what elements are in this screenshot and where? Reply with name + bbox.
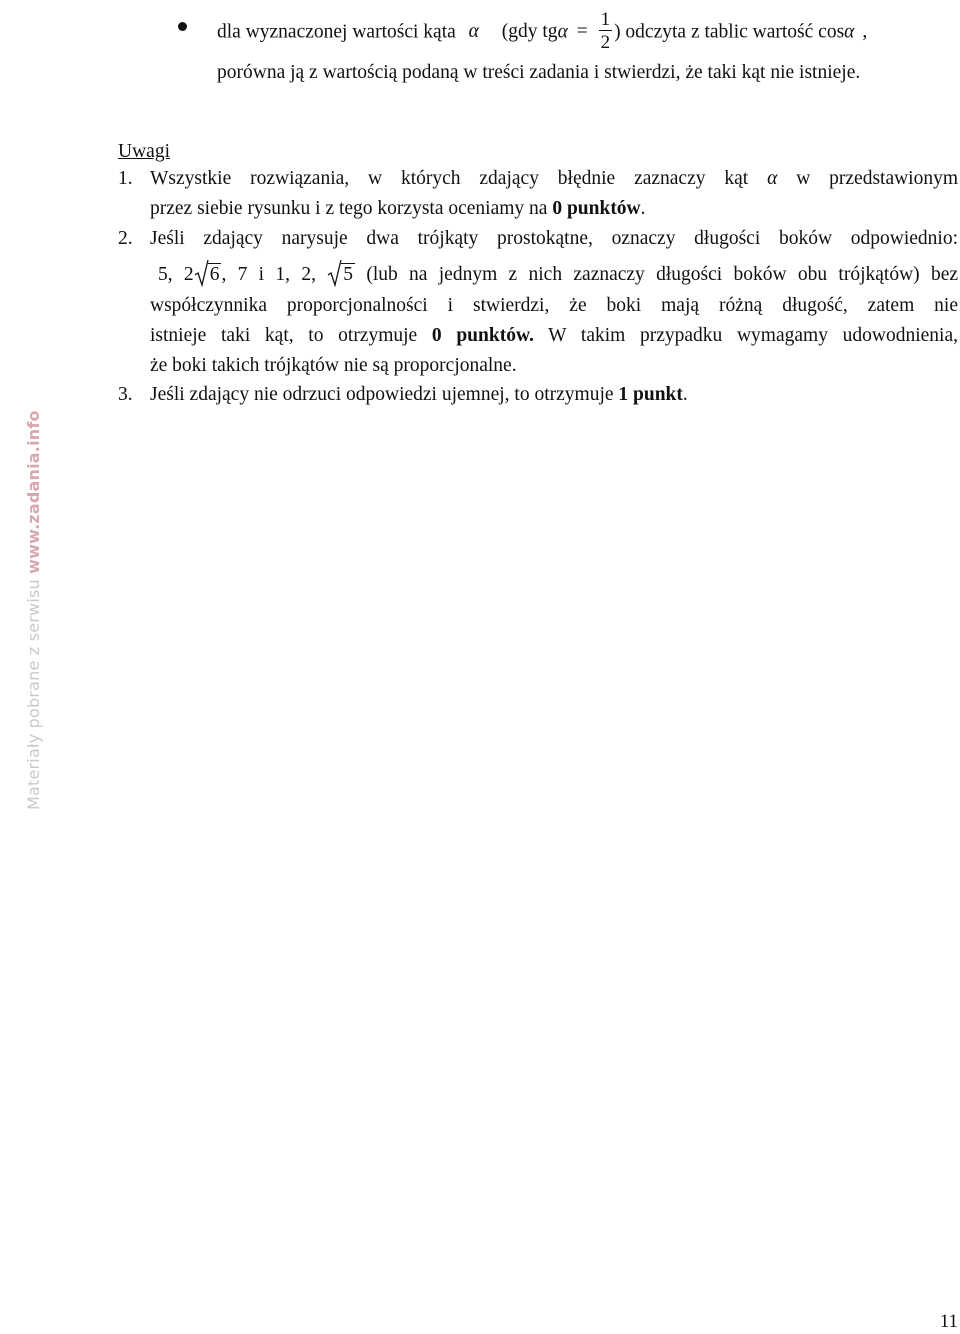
bullet-line-2: porówna ją z wartością podaną w treści zadania i stwierdzi, że taki kąt nie istnieje. bbox=[217, 62, 861, 83]
fraction-one-half bbox=[599, 10, 613, 52]
item-3-number: 3. bbox=[118, 384, 133, 405]
fraction-numerator: 1 bbox=[600, 9, 611, 30]
bullet-dot bbox=[178, 22, 187, 31]
item-1-text-start: Wszystkie rozwiązania, w których zdający błędnie zaznaczy kąt bbox=[150, 168, 749, 189]
item-3-period: . bbox=[682, 384, 688, 405]
item-2-score: 0 punktów. bbox=[431, 325, 534, 346]
radicand: 6 bbox=[209, 264, 220, 285]
item-1-text-end: w przedstawionym bbox=[796, 168, 959, 189]
bullet-paren-open: (gdy tg bbox=[501, 21, 558, 43]
item-1-number: 1. bbox=[118, 168, 133, 189]
alpha-symbol: α bbox=[557, 21, 568, 43]
item-2-line-2 bbox=[158, 264, 958, 286]
bullet-comma: , bbox=[862, 21, 868, 43]
equals-sign: = bbox=[576, 21, 588, 43]
item-1-line-2-text: przez siebie rysunku i z tego korzysta oceniamy na bbox=[150, 198, 548, 219]
watermark-link[interactable]: www.zadania.info bbox=[24, 410, 43, 574]
item-2-line-5: że boki takich trójkątów nie są proporcjonalne. bbox=[150, 355, 517, 376]
item-3-text: Jeśli zdający nie odrzuci odpowiedzi ujemnej, to otrzymuje bbox=[150, 384, 614, 405]
remarks-heading: Uwagi bbox=[118, 141, 170, 162]
alpha-symbol: α bbox=[468, 21, 479, 43]
watermark-text: Materiały pobrane z serwisu bbox=[24, 573, 43, 810]
item-1-period: . bbox=[640, 198, 646, 219]
item-1-score: 0 punktów bbox=[552, 198, 641, 219]
math-sides bbox=[158, 264, 366, 285]
radical-sign-icon bbox=[327, 258, 343, 288]
radical-sign-icon bbox=[194, 258, 210, 288]
item-3-line bbox=[150, 384, 688, 406]
watermark bbox=[24, 410, 43, 810]
bullet-line-1 bbox=[217, 9, 868, 54]
alpha-symbol: α bbox=[844, 21, 855, 43]
page-number: 11 bbox=[939, 1311, 958, 1332]
item-1-line-2 bbox=[150, 198, 646, 220]
math-sides-b: , 7 i 1, 2, bbox=[221, 264, 316, 285]
sqrt-6 bbox=[194, 264, 222, 286]
radicand: 5 bbox=[343, 264, 354, 285]
item-1-line-1 bbox=[150, 168, 958, 190]
item-2-line-4 bbox=[150, 325, 958, 347]
item-3-score: 1 punkt bbox=[618, 384, 683, 405]
item-2-number: 2. bbox=[118, 228, 133, 249]
fraction-denominator: 2 bbox=[600, 32, 611, 53]
alpha-symbol: α bbox=[767, 168, 778, 189]
math-sides-a: 5, 2 bbox=[158, 264, 194, 285]
bullet-text-start: dla wyznaczonej wartości kąta bbox=[217, 21, 456, 43]
item-2-line-4-end: W takim przypadku wymagamy udowodnienia, bbox=[548, 325, 958, 346]
item-2-line-2-text: (lub na jednym z nich zaznaczy długości boków obu trójkątów) bez bbox=[366, 264, 959, 285]
bullet-paren-close: ) odczyta z tablic wartość cos bbox=[614, 21, 845, 43]
item-2-line-4-start: istnieje taki kąt, to otrzymuje bbox=[150, 325, 418, 346]
item-2-line-1: Jeśli zdający narysuje dwa trójkąty prostokątne, oznaczy długości boków odpowiednio: bbox=[150, 228, 958, 249]
sqrt-5 bbox=[327, 264, 355, 286]
item-2-line-3: współczynnika proporcjonalności i stwierdzi, że boki mają różną długość, zatem nie bbox=[150, 295, 958, 316]
